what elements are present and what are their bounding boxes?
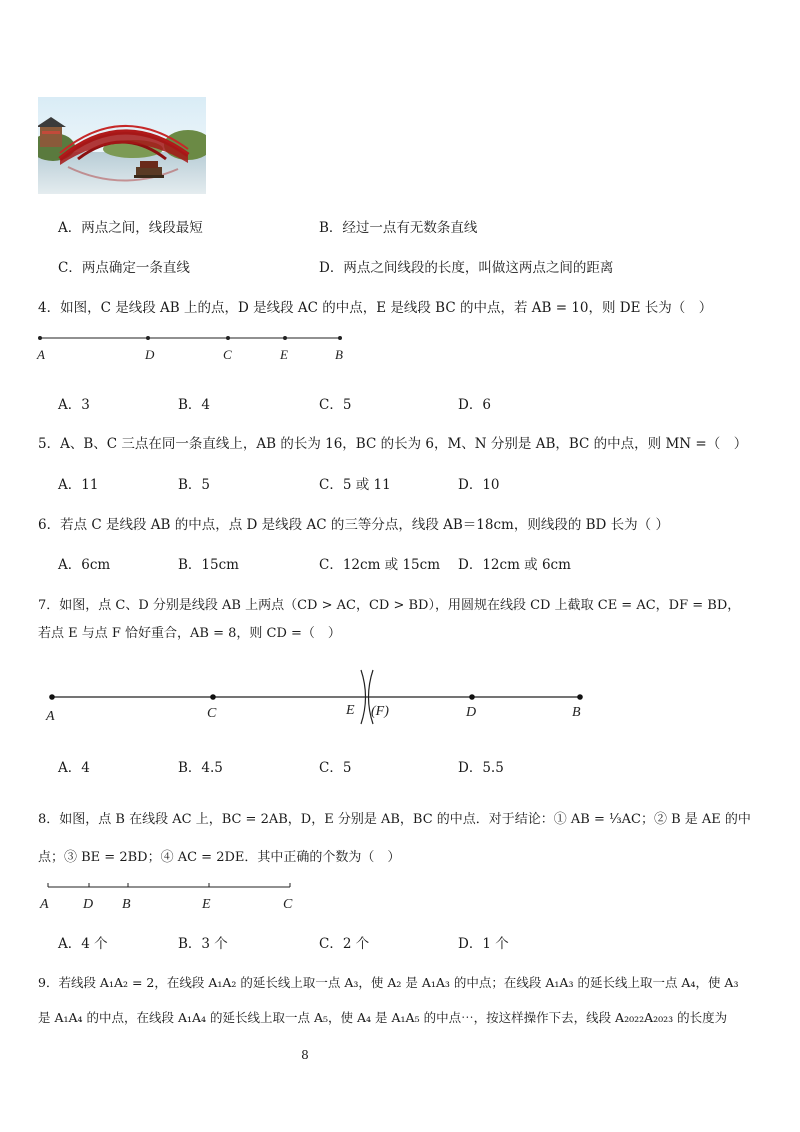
q4-option-a: A．3 bbox=[58, 397, 90, 413]
q7-point-c bbox=[210, 694, 216, 700]
q5-option-d: D．10 bbox=[458, 477, 500, 493]
bridge-photo bbox=[38, 97, 206, 194]
q4-option-c: C．5 bbox=[319, 397, 352, 413]
q7-option-a: A．4 bbox=[58, 760, 90, 776]
q4-figure bbox=[35, 328, 355, 364]
q5-option-c: C．5 或 11 bbox=[319, 477, 391, 493]
q4-point-e bbox=[283, 336, 287, 340]
q7-label-d: D bbox=[466, 705, 477, 720]
q7-option-b: B．4.5 bbox=[178, 760, 223, 776]
q4-label-e: E bbox=[280, 347, 288, 362]
q7-point-a bbox=[49, 694, 55, 700]
q7-label-b: B bbox=[572, 705, 581, 720]
q8-option-a: A．4 个 bbox=[58, 936, 108, 952]
q8-option-c: C．2 个 bbox=[319, 936, 370, 952]
q5-option-a: A．11 bbox=[58, 477, 99, 493]
q8-label-d: D bbox=[83, 897, 94, 912]
q6-option-b: B．15cm bbox=[178, 557, 239, 573]
q7-question-line2: 若点 E 与点 F 恰好重合，AB = 8，则 CD =（ ） bbox=[38, 626, 341, 641]
q9-question-line1: 9．若线段 A₁A₂ = 2，在线段 A₁A₂ 的延长线上取一点 A₃，使 A₂ 是 A₁A₃ 的中点；在线段 A₁A₃ 的延长线上取一点 A₄，使 A₃ bbox=[38, 975, 739, 990]
q3-option-b: B．经过一点有无数条直线 bbox=[319, 220, 478, 236]
q8-question-line1: 8．如图，点 B 在线段 AC 上，BC = 2AB，D，E 分别是 AB，BC 的中点．对于结论：① AB = ⅓AC；② B 是 AE 的中 bbox=[38, 812, 751, 827]
q4-point-b bbox=[338, 336, 342, 340]
q7-point-d bbox=[469, 694, 475, 700]
q4-point-d bbox=[146, 336, 150, 340]
q3-option-c: C．两点确定一条直线 bbox=[58, 260, 190, 276]
q4-label-c: C bbox=[223, 347, 232, 362]
q7-option-c: C．5 bbox=[319, 760, 352, 776]
q5-option-b: B．5 bbox=[178, 477, 211, 493]
q7-label-f: (F) bbox=[371, 704, 389, 719]
q6-option-d: D．12cm 或 6cm bbox=[458, 557, 571, 573]
q4-option-d: D．6 bbox=[458, 397, 491, 413]
q7-figure bbox=[40, 666, 600, 728]
q4-question: 4．如图，C 是线段 AB 上的点，D 是线段 AC 的中点，E 是线段 BC 的中点，若 AB = 10，则 DE 长为（ ） bbox=[38, 300, 713, 316]
q9-question-line2: 是 A₁A₄ 的中点，在线段 A₁A₄ 的延长线上取一点 A₅，使 A₄ 是 A₁A₅ 的中点⋯，按这样操作下去，线段 A₂₀₂₂A₂₀₂₃ 的长度为 bbox=[38, 1010, 728, 1025]
q4-option-b: B．4 bbox=[178, 397, 211, 413]
q4-label-a: A bbox=[37, 347, 45, 362]
page-number: 8 bbox=[301, 1048, 309, 1062]
q8-label-c: C bbox=[283, 897, 293, 912]
q8-option-b: B．3 个 bbox=[178, 936, 228, 952]
q7-label-e: E bbox=[346, 703, 355, 718]
q5-question: 5．A、B、C 三点在同一条直线上，AB 的长为 16，BC 的长为 6，M、N 分别是 AB，BC 的中点，则 MN =（ ） bbox=[38, 436, 748, 452]
q7-label-a: A bbox=[46, 709, 55, 724]
q8-label-e: E bbox=[202, 897, 211, 912]
q3-option-d: D．两点之间线段的长度，叫做这两点之间的距离 bbox=[319, 260, 614, 276]
q8-label-b: B bbox=[122, 897, 131, 912]
q4-label-d: D bbox=[145, 347, 155, 362]
q7-label-c: C bbox=[207, 706, 217, 721]
q4-point-c bbox=[226, 336, 230, 340]
q8-figure bbox=[38, 878, 308, 914]
q6-option-c: C．12cm 或 15cm bbox=[319, 557, 440, 573]
q7-option-d: D．5.5 bbox=[458, 760, 504, 776]
q3-option-a: A．两点之间，线段最短 bbox=[58, 220, 203, 236]
q8-option-d: D．1 个 bbox=[458, 936, 509, 952]
q4-point-a bbox=[38, 336, 42, 340]
q8-label-a: A bbox=[40, 897, 49, 912]
q8-question-line2: 点；③ BE = 2BD；④ AC = 2DE．其中正确的个数为（ ） bbox=[38, 850, 401, 865]
q6-question: 6．若点 C 是线段 AB 的中点，点 D 是线段 AC 的三等分点，线段 AB＝18cm，则线段的 BD 长为（ ） bbox=[38, 517, 669, 533]
q7-point-b bbox=[577, 694, 583, 700]
q6-option-a: A．6cm bbox=[58, 557, 111, 573]
q7-question-line1: 7．如图，点 C、D 分别是线段 AB 上两点（CD > AC，CD > BD），用圆规在线段 CD 上截取 CE = AC，DF = BD， bbox=[38, 598, 741, 613]
q4-label-b: B bbox=[335, 347, 343, 362]
